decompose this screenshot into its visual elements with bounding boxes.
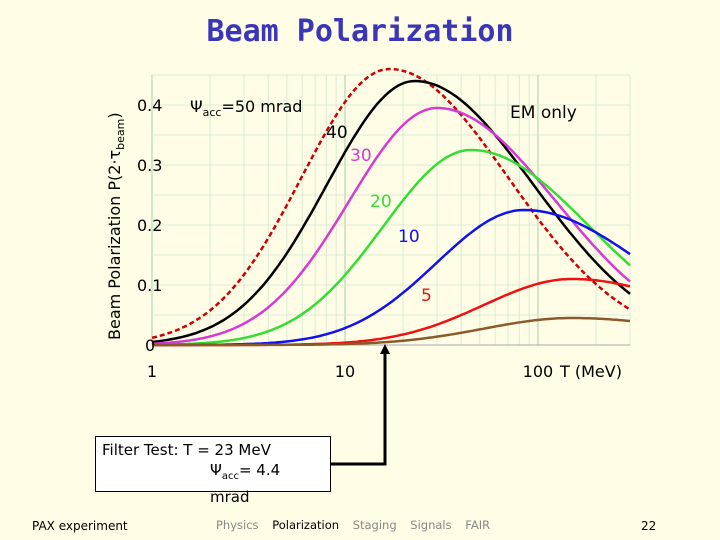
series-curve-4 [152, 210, 630, 345]
y-tick-label: 0 [145, 336, 156, 355]
filter-test-line1: Filter Test: T = 23 MeV [102, 441, 271, 459]
page-number: 22 [641, 519, 657, 533]
nav-item-physics[interactable]: Physics [216, 518, 259, 532]
series-curve-3 [152, 150, 630, 345]
y-tick-label: 0.1 [137, 276, 163, 295]
psi-acc-annotation: $\Psi_{acc}=50$ mrad [190, 97, 303, 119]
curve-label-2: 30 [350, 146, 372, 166]
y-tick-label: 0.4 [137, 96, 163, 115]
nav-item-fair[interactable]: FAIR [465, 518, 491, 532]
nav-item-signals[interactable]: Signals [410, 518, 452, 532]
footer-left: PAX experiment [32, 519, 128, 533]
chart-curve-labels [326, 103, 577, 306]
x-tick-label: 1 [146, 362, 158, 381]
curve-label-0: EM only [510, 103, 577, 123]
series-curve-5 [152, 279, 630, 345]
y-tick-label: 0.3 [137, 156, 163, 175]
filter-test-line2: $\Psi_{acc}= 4.4$ mrad [210, 461, 281, 506]
nav-item-polarization[interactable]: Polarization [272, 518, 340, 532]
curve-label-3: 20 [370, 192, 392, 212]
curve-label-5: 5 [421, 286, 432, 306]
curve-label-1: 40 [326, 123, 348, 143]
filter-test-box [95, 436, 331, 506]
slide-nav [216, 518, 500, 532]
y-tick-label: 0.2 [137, 216, 163, 235]
x-axis-label: T (MeV) [560, 362, 622, 381]
x-tick-label: 100 [522, 362, 554, 381]
series-curve-2 [152, 108, 630, 344]
nav-item-staging[interactable]: Staging [352, 518, 397, 532]
curve-label-4: 10 [398, 227, 420, 247]
y-axis-label: Beam Polarization $P(2\cdot\tau_{beam})$ [105, 112, 127, 340]
x-tick-label: 10 [334, 362, 356, 381]
slide-title: Beam Polarization [206, 14, 514, 49]
